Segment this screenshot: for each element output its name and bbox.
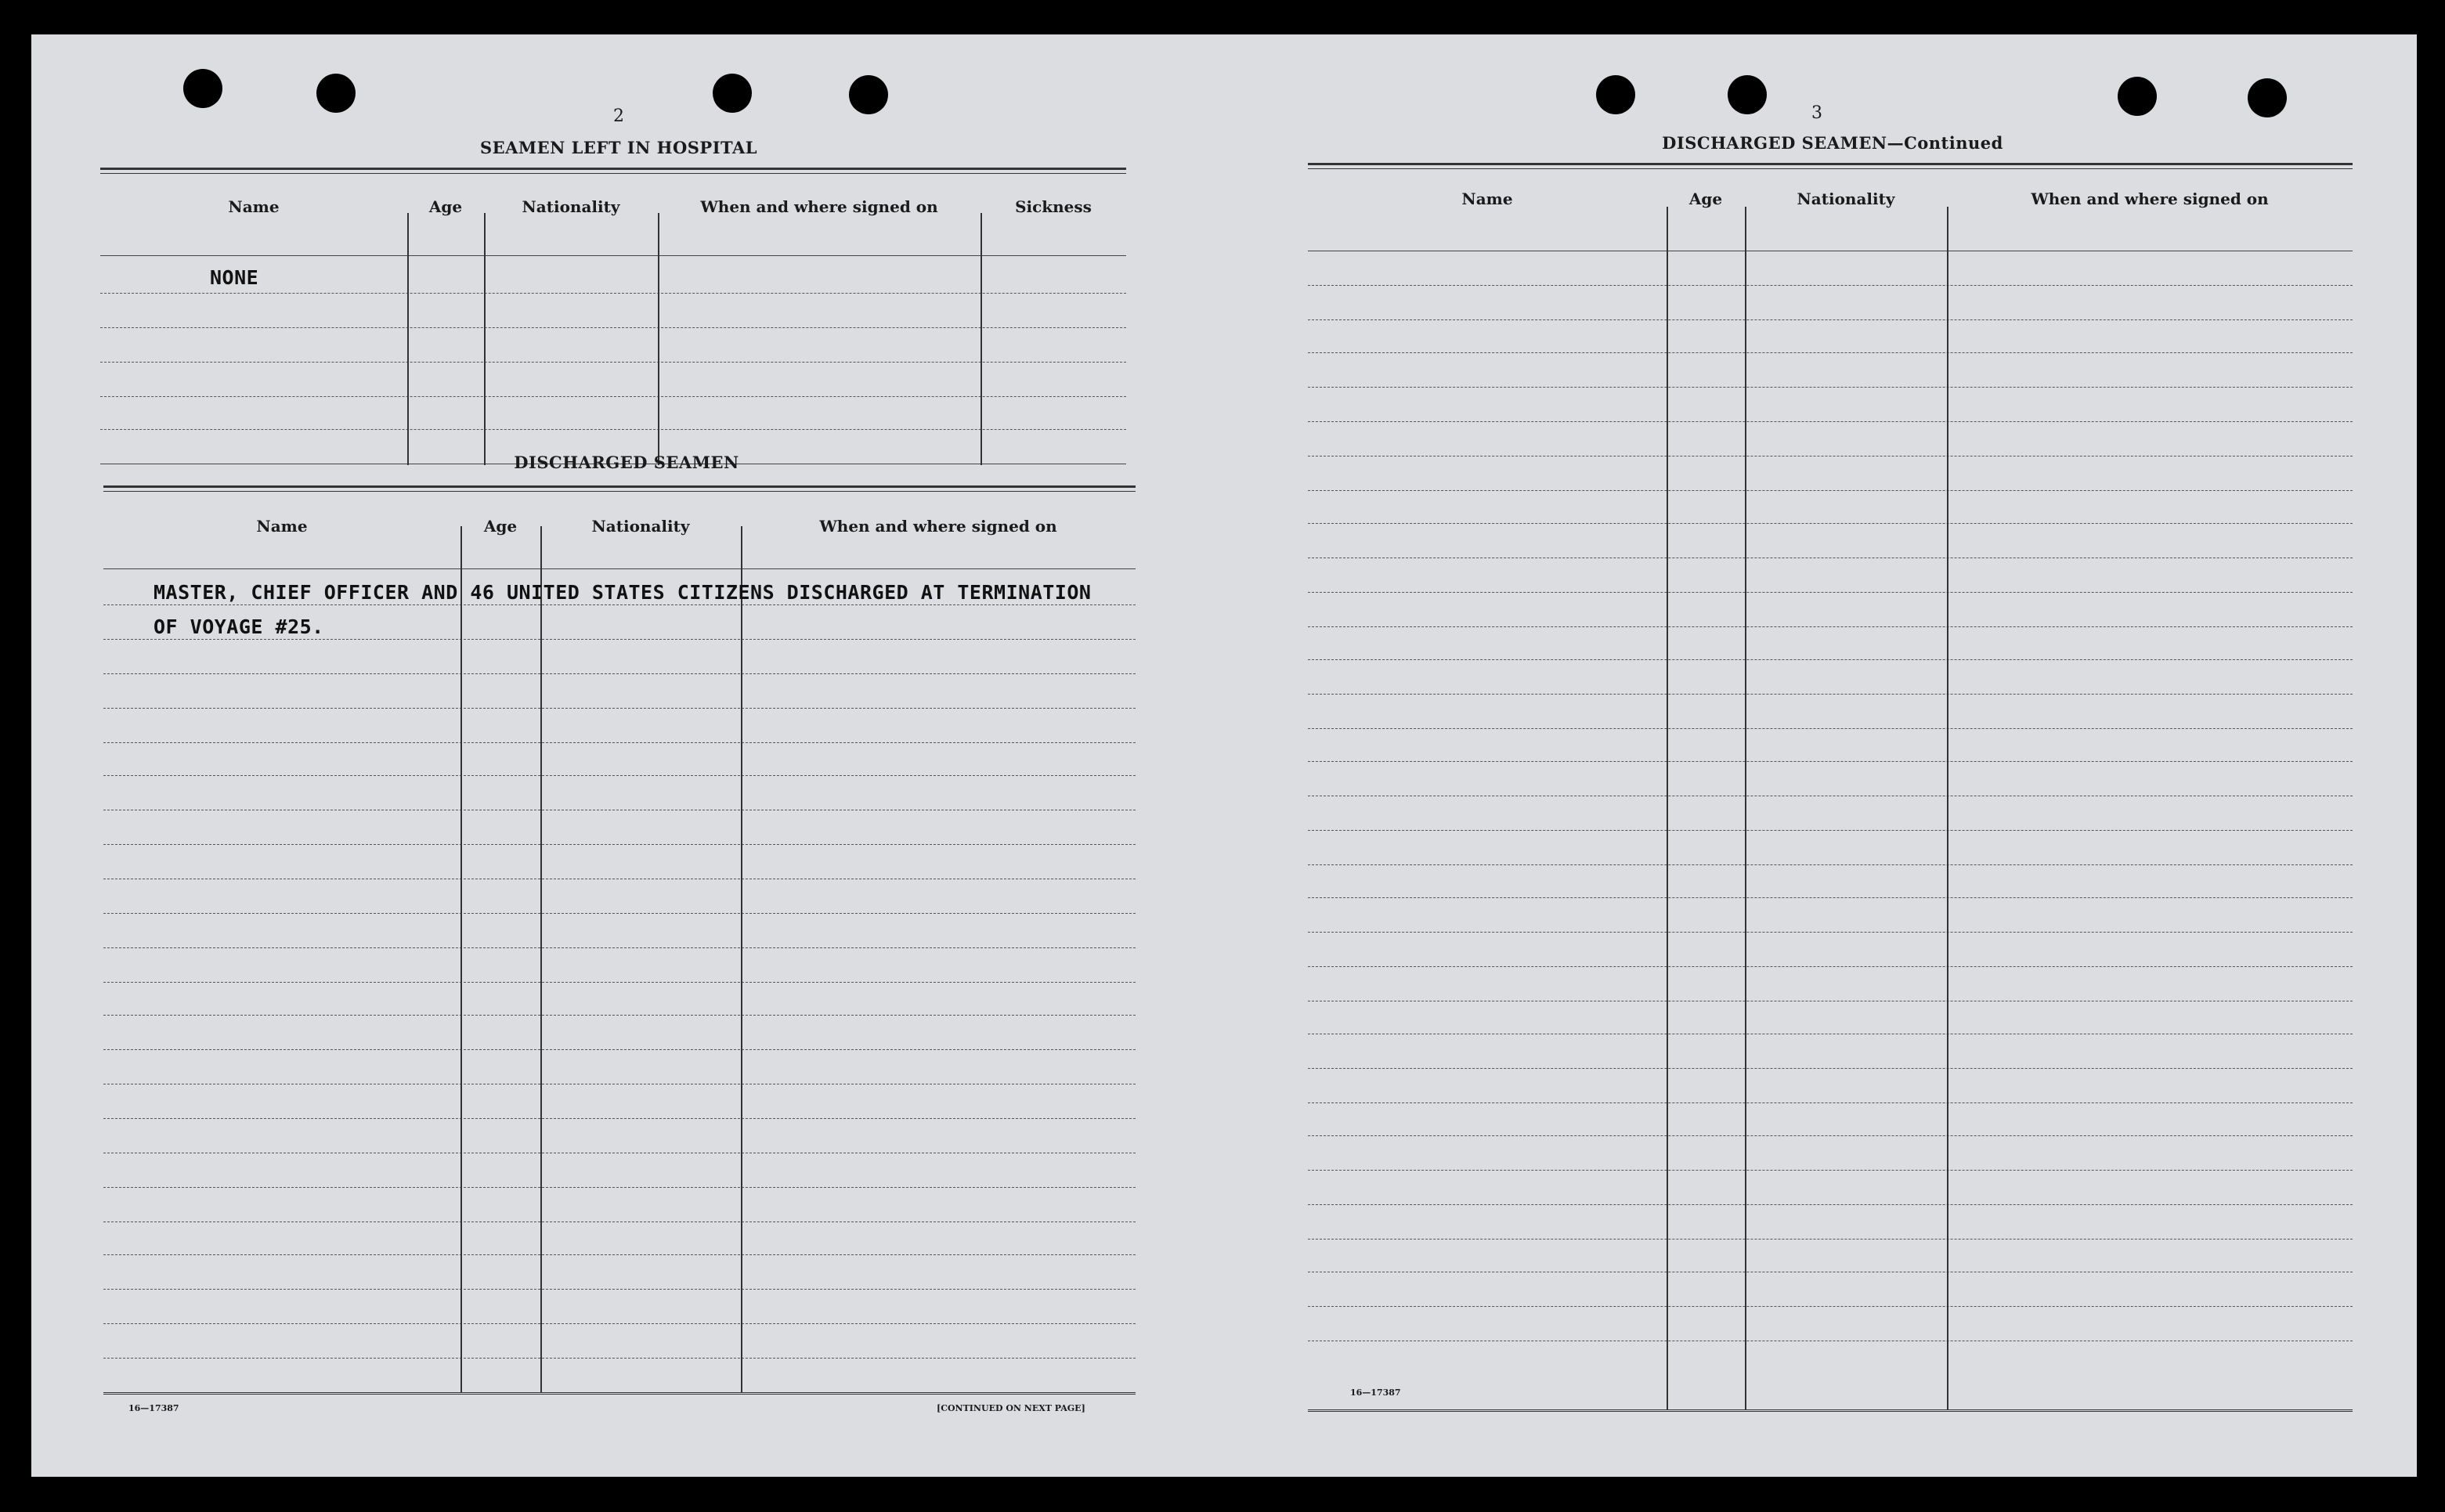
scanned-sheet xyxy=(31,34,2417,1477)
column-header-when-where: When and where signed on xyxy=(819,517,1057,536)
form-number: 16—17387 xyxy=(1350,1388,1401,1398)
discharged-continued-table xyxy=(1308,163,2353,1422)
column-header-age: Age xyxy=(483,517,518,536)
column-header-nationality: Nationality xyxy=(591,517,690,536)
column-header-when-where: When and where signed on xyxy=(700,197,938,216)
left-page xyxy=(31,34,1222,1477)
hospital-table xyxy=(100,168,1126,467)
title-main: DISCHARGED SEAMEN xyxy=(1662,133,1887,153)
discharged-section-title: DISCHARGED SEAMEN xyxy=(514,453,739,472)
column-header-age: Age xyxy=(428,197,463,216)
hospital-entry: NONE xyxy=(210,266,259,289)
column-header-age: Age xyxy=(1688,189,1723,208)
title-suffix: —Continued xyxy=(1887,133,2003,153)
column-header-nationality: Nationality xyxy=(522,197,620,216)
page-number: 3 xyxy=(1811,103,1822,123)
column-header-name: Name xyxy=(256,517,308,536)
column-header-name: Name xyxy=(1461,189,1513,208)
form-number: 16—17387 xyxy=(128,1403,179,1413)
column-header-name: Name xyxy=(228,197,280,216)
discharged-continued-title xyxy=(1629,133,2036,153)
right-page xyxy=(1284,34,2417,1477)
discharged-table xyxy=(103,485,1136,1425)
page-number: 2 xyxy=(613,106,624,126)
discharged-entry-line1: MASTER, CHIEF OFFICER AND 46 UNITED STATES CITIZENS DISCHARGED AT TERMINATION xyxy=(153,581,1092,604)
continued-note: [CONTINUED ON NEXT PAGE] xyxy=(937,1403,1085,1413)
column-header-nationality: Nationality xyxy=(1797,189,1895,208)
column-header-sickness: Sickness xyxy=(1015,197,1092,216)
column-header-when-where: When and where signed on xyxy=(2031,189,2269,208)
hospital-section-title: SEAMEN LEFT IN HOSPITAL xyxy=(479,138,758,157)
discharged-entry-line2: OF VOYAGE #25. xyxy=(153,615,324,638)
